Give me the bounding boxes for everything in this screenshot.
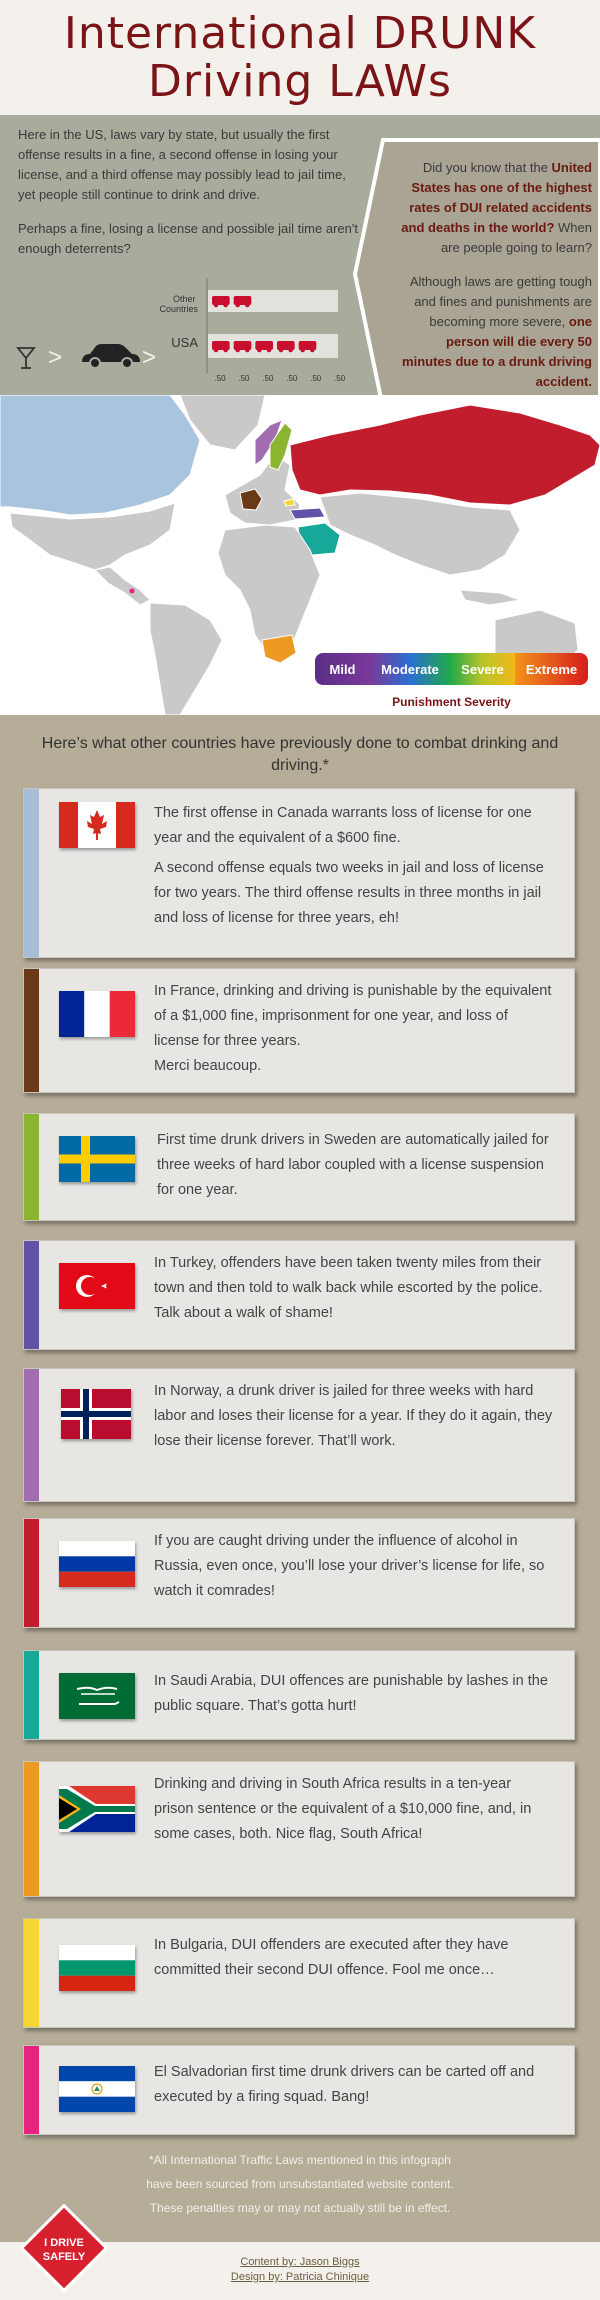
callout-text-a: Did you know that the [422, 160, 552, 175]
card-text-1: Drinking and driving in South Africa results in a ten-year prison sentence or the equivalent of a $10,000 fine, and, in some cases, both. Nice flag, South Africa! [154, 1776, 532, 1842]
legend-mild: Mild [315, 653, 370, 685]
card-saudi-arabia [23, 1650, 575, 1740]
callout-text-b: When are people going to learn? [440, 220, 592, 255]
card-text [154, 1379, 554, 1454]
card-accent-bar [24, 2046, 39, 2134]
card-accent-bar [24, 1519, 39, 1627]
card-accent-bar [24, 789, 39, 957]
x-tick-label: .50 [262, 374, 274, 383]
map-europe [225, 455, 300, 525]
card-text [157, 1128, 557, 1203]
legend-title: Punishment Severity [392, 695, 511, 709]
section-heading: Here’s what other countries have previously done to combat drinking and driving.* [41, 735, 559, 774]
card-text [154, 2060, 554, 2110]
disclaimer-line-3: These penalties may or may not actually still be in effect. [149, 2201, 451, 2215]
legend-moderate: Moderate [370, 653, 450, 685]
card-text [154, 1529, 554, 1604]
category-label-other-line2: Countries [159, 304, 198, 314]
dui-comparison-chart [0, 258, 360, 388]
legend-severe: Severe [450, 653, 515, 685]
card-text-1: El Salvadorian first time drunk drivers can be carted off and executed by a firing squad. Bang! [154, 2064, 535, 2105]
card-text-1: The first offense in Canada warrants loss of license for one year and the equivalent of a $600 fine. [154, 805, 532, 846]
martini-icon [18, 348, 34, 368]
content-credit-link[interactable]: Content by: Jason Biggs [240, 2256, 360, 2268]
map-russia [290, 405, 600, 505]
card-accent-bar [24, 969, 39, 1092]
norway-flag-icon [61, 1389, 131, 1439]
disclaimer [100, 2148, 500, 2220]
bulgaria-flag-icon [59, 1945, 135, 1991]
callout-paragraph-1 [397, 158, 592, 258]
legend-extreme: Extreme [515, 653, 588, 685]
map-indonesia [460, 590, 520, 605]
page-title [0, 10, 600, 106]
saudi-arabia-flag-icon [59, 1673, 135, 1719]
card-accent-bar [24, 1369, 39, 1501]
x-tick-label: .50 [238, 374, 250, 383]
callout-text [397, 158, 592, 406]
card-canada [23, 788, 575, 958]
card-text-1: In Norway, a drunk driver is jailed for three weeks with hard labor and loses their license for a year. If they do it again, they lose their license forever. That’ll work. [154, 1383, 553, 1449]
card-accent-bar [24, 1241, 39, 1349]
intro-text [18, 125, 363, 273]
callout-highlight-2: one person will die every 50 minutes due to a drunk driving accident. [402, 314, 592, 389]
south-africa-flag-icon [59, 1786, 135, 1832]
card-text-1: First time drunk drivers in Sweden are automatically jailed for three weeks of hard labor coupled with a license suspension for one year. [157, 1132, 549, 1198]
i-drive-safely-logo[interactable] [20, 2204, 108, 2292]
sweden-flag-icon [59, 1136, 135, 1182]
callout-text-c: Although laws are getting tough and fines and punishments are becoming more severe, [409, 274, 592, 329]
turkey-flag-icon [59, 1263, 135, 1309]
title-line-2: Driving LAWs [148, 56, 452, 107]
canada-flag-icon [59, 802, 135, 848]
map-south-africa [262, 635, 296, 663]
russia-flag-icon [59, 1541, 135, 1587]
world-map [0, 395, 600, 715]
card-france [23, 968, 575, 1093]
map-asia [320, 493, 520, 575]
category-label-other-line1: Other [172, 294, 196, 304]
design-credit-link[interactable]: Design by: Patricia Chinique [230, 2271, 370, 2283]
category-label-usa: USA [171, 335, 198, 350]
card-text-2: A second offense equals two weeks in jail and loss of license for two years. The third offense results in three months in jail and loss of license for three years, eh! [154, 860, 544, 926]
card-text-2: Merci beaucoup. [154, 1058, 262, 1074]
card-bulgaria [23, 1918, 575, 2028]
map-turkey [290, 508, 325, 519]
france-flag-icon [59, 991, 135, 1037]
card-norway [23, 1368, 575, 1502]
card-russia [23, 1518, 575, 1628]
card-text-1: In France, drinking and driving is punishable by the equivalent of a $1,000 fine, imprisonment for one year, and loss of license for three years. [154, 983, 552, 1049]
card-turkey [23, 1240, 575, 1350]
map-el-salvador [130, 589, 135, 594]
header [0, 0, 600, 115]
title-line-1: International DRUNK [63, 8, 537, 59]
card-text-1: In Turkey, offenders have been taken twenty miles from their town and then told to walk back while escorted by the police. Talk about a walk of shame! [154, 1255, 543, 1321]
card-text-1: In Bulgaria, DUI offenders are executed after they have committed their second DUI offence. Fool me once… [154, 1937, 509, 1978]
x-tick-label: .50 [214, 374, 226, 383]
intro-paragraph-2: Perhaps a fine, losing a license and possible jail time aren't enough deterrents? [18, 221, 358, 256]
card-text [154, 1772, 554, 1847]
card-text-1: If you are caught driving under the influence of alcohol in Russia, even once, you’ll lose your driver’s license for life, so watch it comrades! [154, 1533, 545, 1599]
map-canada [0, 395, 200, 515]
arrow-icon: > [48, 344, 63, 371]
card-accent-bar [24, 1919, 39, 2027]
x-tick-label: .50 [286, 374, 298, 383]
el-salvador-flag-icon [59, 2066, 135, 2112]
intro-paragraph-1: Here in the US, laws vary by state, but usually the first offense results in a fine, a second offense in losing your license, and a third offense may possibly lead to jail time, yet people still continue to drink and drive. [18, 127, 346, 202]
card-text [154, 979, 554, 1079]
logo-line-1: I DRIVE [44, 2237, 84, 2249]
severity-legend [315, 653, 588, 685]
disclaimer-line-2: have been sourced from unsubstantiated website content. [146, 2177, 454, 2191]
map-central-america [95, 567, 150, 605]
card-text [154, 1251, 554, 1326]
card-text [154, 1933, 554, 1983]
card-el-salvador [23, 2045, 575, 2135]
x-tick-label: .50 [310, 374, 322, 383]
card-accent-bar [24, 1762, 39, 1896]
car-icon [82, 344, 140, 368]
map-africa [218, 525, 320, 657]
card-south-africa [23, 1761, 575, 1897]
card-sweden [23, 1113, 575, 1221]
card-accent-bar [24, 1114, 39, 1220]
card-text-1: In Saudi Arabia, DUI offences are punishable by lashes in the public square. That’s gotta hurt! [154, 1673, 548, 1714]
arrow-icon: > [142, 344, 157, 371]
map-south-america [150, 603, 222, 715]
stats-callout [345, 138, 600, 410]
card-text [154, 1669, 554, 1719]
card-accent-bar [24, 1651, 39, 1739]
card-text [154, 801, 554, 931]
disclaimer-line-1: *All International Traffic Laws mentioned in this infograph [149, 2153, 451, 2167]
x-tick-label: .50 [334, 374, 346, 383]
category-label-other [159, 294, 198, 314]
callout-highlight-1: United States has one of the highest rates of DUI related accidents and deaths in the world? [401, 160, 592, 235]
logo-line-2: SAFELY [42, 2251, 86, 2263]
callout-paragraph-2 [397, 272, 592, 392]
